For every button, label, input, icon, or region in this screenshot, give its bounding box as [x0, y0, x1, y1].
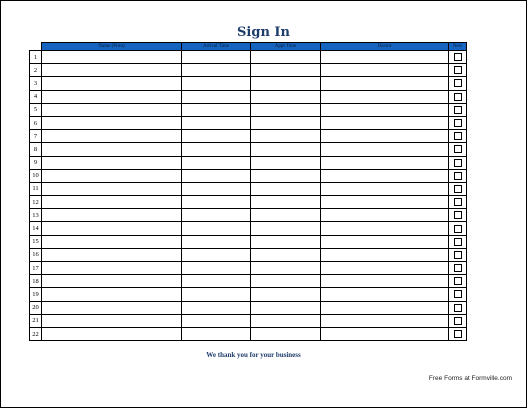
new-patient-checkbox[interactable]: [454, 198, 462, 206]
appt-time-cell[interactable]: [251, 77, 321, 90]
new-patient-cell: [449, 90, 467, 103]
appt-time-cell[interactable]: [251, 288, 321, 301]
arrival-time-cell[interactable]: [182, 169, 251, 182]
new-patient-checkbox[interactable]: [454, 238, 462, 246]
new-patient-checkbox[interactable]: [454, 172, 462, 180]
new-patient-cell: [449, 130, 467, 143]
doctor-cell[interactable]: [321, 169, 449, 182]
name-cell[interactable]: [42, 248, 182, 261]
name-cell[interactable]: [42, 182, 182, 195]
footer-credit: Free Forms at Formville.com: [428, 375, 512, 382]
doctor-cell[interactable]: [321, 314, 449, 327]
new-patient-cell: [449, 275, 467, 288]
new-patient-checkbox[interactable]: [454, 317, 462, 325]
doctor-cell[interactable]: [321, 116, 449, 129]
doctor-cell[interactable]: [321, 262, 449, 275]
doctor-cell[interactable]: [321, 90, 449, 103]
row-number: 22: [30, 327, 42, 340]
arrival-time-cell[interactable]: [182, 288, 251, 301]
row-number: 7: [30, 130, 42, 143]
new-patient-checkbox[interactable]: [454, 119, 462, 127]
appt-time-cell[interactable]: [251, 314, 321, 327]
name-cell[interactable]: [42, 169, 182, 182]
table-row: [30, 116, 467, 129]
new-patient-cell: [449, 182, 467, 195]
table-row: [30, 288, 467, 301]
new-patient-checkbox[interactable]: [454, 264, 462, 272]
appt-time-cell[interactable]: [251, 248, 321, 261]
doctor-cell[interactable]: [321, 64, 449, 77]
doctor-cell[interactable]: [321, 275, 449, 288]
new-patient-cell: [449, 116, 467, 129]
appt-time-cell[interactable]: [251, 235, 321, 248]
new-patient-checkbox[interactable]: [454, 225, 462, 233]
appt-time-cell[interactable]: [251, 182, 321, 195]
appt-time-cell[interactable]: [251, 196, 321, 209]
new-patient-checkbox[interactable]: [454, 53, 462, 61]
new-patient-checkbox[interactable]: [454, 145, 462, 153]
doctor-cell[interactable]: [321, 51, 449, 64]
appt-time-cell[interactable]: [251, 143, 321, 156]
row-number: 17: [30, 262, 42, 275]
arrival-time-cell[interactable]: [182, 103, 251, 116]
new-patient-cell: [449, 209, 467, 222]
name-cell[interactable]: [42, 103, 182, 116]
doctor-cell[interactable]: [321, 77, 449, 90]
appt-time-cell[interactable]: [251, 209, 321, 222]
row-number: 20: [30, 301, 42, 314]
row-number: 12: [30, 196, 42, 209]
row-number: 4: [30, 90, 42, 103]
row-number: 2: [30, 64, 42, 77]
name-cell[interactable]: [42, 301, 182, 314]
table-row: [30, 314, 467, 327]
arrival-time-cell[interactable]: [182, 90, 251, 103]
new-patient-checkbox[interactable]: [454, 79, 462, 87]
arrival-time-cell[interactable]: [182, 116, 251, 129]
column-header-appt-time: Appt Time: [251, 43, 321, 51]
appt-time-cell[interactable]: [251, 301, 321, 314]
appt-time-cell[interactable]: [251, 222, 321, 235]
doctor-cell[interactable]: [321, 130, 449, 143]
doctor-cell[interactable]: [321, 222, 449, 235]
name-cell[interactable]: [42, 235, 182, 248]
new-patient-checkbox[interactable]: [454, 93, 462, 101]
name-cell[interactable]: [42, 275, 182, 288]
new-patient-cell: [449, 169, 467, 182]
name-cell[interactable]: [42, 90, 182, 103]
table-row: [30, 156, 467, 169]
appt-time-cell[interactable]: [251, 156, 321, 169]
arrival-time-cell[interactable]: [182, 143, 251, 156]
arrival-time-cell[interactable]: [182, 301, 251, 314]
new-patient-checkbox[interactable]: [454, 132, 462, 140]
appt-time-cell[interactable]: [251, 262, 321, 275]
column-header-new: New: [449, 43, 467, 51]
appt-time-cell[interactable]: [251, 103, 321, 116]
new-patient-checkbox[interactable]: [454, 251, 462, 259]
appt-time-cell[interactable]: [251, 64, 321, 77]
table-row: [30, 209, 467, 222]
table-row: [30, 51, 467, 64]
table-row: [30, 182, 467, 195]
column-header-doctor: Doctor: [321, 43, 449, 51]
table-row: [30, 103, 467, 116]
name-cell[interactable]: [42, 156, 182, 169]
new-patient-checkbox[interactable]: [454, 106, 462, 114]
row-number: 10: [30, 169, 42, 182]
new-patient-cell: [449, 248, 467, 261]
column-header-arrival-time: Arrival Time: [182, 43, 251, 51]
name-cell[interactable]: [42, 77, 182, 90]
arrival-time-cell[interactable]: [182, 262, 251, 275]
row-number: 1: [30, 51, 42, 64]
new-patient-checkbox[interactable]: [454, 277, 462, 285]
doctor-cell[interactable]: [321, 301, 449, 314]
doctor-cell[interactable]: [321, 288, 449, 301]
table-row: [30, 196, 467, 209]
name-cell[interactable]: [42, 262, 182, 275]
new-patient-cell: [449, 156, 467, 169]
doctor-cell[interactable]: [321, 182, 449, 195]
row-number: 13: [30, 209, 42, 222]
new-patient-checkbox[interactable]: [454, 66, 462, 74]
name-cell[interactable]: [42, 222, 182, 235]
row-number: 6: [30, 116, 42, 129]
appt-time-cell[interactable]: [251, 169, 321, 182]
name-cell[interactable]: [42, 196, 182, 209]
new-patient-cell: [449, 103, 467, 116]
new-patient-cell: [449, 314, 467, 327]
arrival-time-cell[interactable]: [182, 77, 251, 90]
sign-in-table: [29, 42, 467, 341]
row-number: 16: [30, 248, 42, 261]
table-header-row: [30, 43, 467, 51]
name-cell[interactable]: [42, 116, 182, 129]
arrival-time-cell[interactable]: [182, 196, 251, 209]
new-patient-checkbox[interactable]: [454, 159, 462, 167]
row-number: 11: [30, 182, 42, 195]
appt-time-cell[interactable]: [251, 90, 321, 103]
new-patient-cell: [449, 327, 467, 340]
row-number: 21: [30, 314, 42, 327]
new-patient-cell: [449, 143, 467, 156]
row-number: 19: [30, 288, 42, 301]
new-patient-cell: [449, 77, 467, 90]
name-cell[interactable]: [42, 143, 182, 156]
form-title: Sign In: [237, 25, 290, 40]
new-patient-cell: [449, 301, 467, 314]
new-patient-checkbox[interactable]: [454, 185, 462, 193]
appt-time-cell[interactable]: [251, 130, 321, 143]
arrival-time-cell[interactable]: [182, 248, 251, 261]
doctor-cell[interactable]: [321, 196, 449, 209]
name-cell[interactable]: [42, 327, 182, 340]
row-number: 8: [30, 143, 42, 156]
table-row: [30, 248, 467, 261]
new-patient-checkbox[interactable]: [454, 290, 462, 298]
arrival-time-cell[interactable]: [182, 156, 251, 169]
table-row: [30, 143, 467, 156]
table-row: [30, 275, 467, 288]
appt-time-cell[interactable]: [251, 327, 321, 340]
table-row: [30, 90, 467, 103]
new-patient-checkbox[interactable]: [454, 304, 462, 312]
arrival-time-cell[interactable]: [182, 275, 251, 288]
name-cell[interactable]: [42, 288, 182, 301]
table-row: [30, 301, 467, 314]
name-cell[interactable]: [42, 130, 182, 143]
table-row: [30, 327, 467, 340]
name-cell[interactable]: [42, 51, 182, 64]
new-patient-cell: [449, 262, 467, 275]
name-cell[interactable]: [42, 64, 182, 77]
arrival-time-cell[interactable]: [182, 182, 251, 195]
row-number: 18: [30, 275, 42, 288]
table-row: [30, 262, 467, 275]
table-row: [30, 169, 467, 182]
name-cell[interactable]: [42, 314, 182, 327]
arrival-time-cell[interactable]: [182, 327, 251, 340]
new-patient-cell: [449, 235, 467, 248]
arrival-time-cell[interactable]: [182, 314, 251, 327]
new-patient-cell: [449, 196, 467, 209]
doctor-cell[interactable]: [321, 327, 449, 340]
appt-time-cell[interactable]: [251, 275, 321, 288]
doctor-cell[interactable]: [321, 235, 449, 248]
row-number: 9: [30, 156, 42, 169]
arrival-time-cell[interactable]: [182, 235, 251, 248]
table-row: [30, 64, 467, 77]
appt-time-cell[interactable]: [251, 51, 321, 64]
row-number: 5: [30, 103, 42, 116]
table-row: [30, 235, 467, 248]
doctor-cell[interactable]: [321, 143, 449, 156]
doctor-cell[interactable]: [321, 156, 449, 169]
row-number: 15: [30, 235, 42, 248]
arrival-time-cell[interactable]: [182, 209, 251, 222]
table-row: [30, 77, 467, 90]
thank-you-message: We thank you for your business: [206, 351, 301, 359]
new-patient-cell: [449, 64, 467, 77]
row-number: 3: [30, 77, 42, 90]
row-number-header: [30, 43, 42, 51]
new-patient-cell: [449, 288, 467, 301]
doctor-cell[interactable]: [321, 103, 449, 116]
new-patient-cell: [449, 51, 467, 64]
table-row: [30, 130, 467, 143]
new-patient-cell: [449, 222, 467, 235]
appt-time-cell[interactable]: [251, 116, 321, 129]
new-patient-checkbox[interactable]: [454, 330, 462, 338]
row-number: 14: [30, 222, 42, 235]
arrival-time-cell[interactable]: [182, 64, 251, 77]
column-header-name: Name (Print): [42, 43, 182, 51]
table-row: [30, 222, 467, 235]
arrival-time-cell[interactable]: [182, 222, 251, 235]
arrival-time-cell[interactable]: [182, 130, 251, 143]
arrival-time-cell[interactable]: [182, 51, 251, 64]
new-patient-checkbox[interactable]: [454, 211, 462, 219]
name-cell[interactable]: [42, 209, 182, 222]
doctor-cell[interactable]: [321, 248, 449, 261]
doctor-cell[interactable]: [321, 209, 449, 222]
